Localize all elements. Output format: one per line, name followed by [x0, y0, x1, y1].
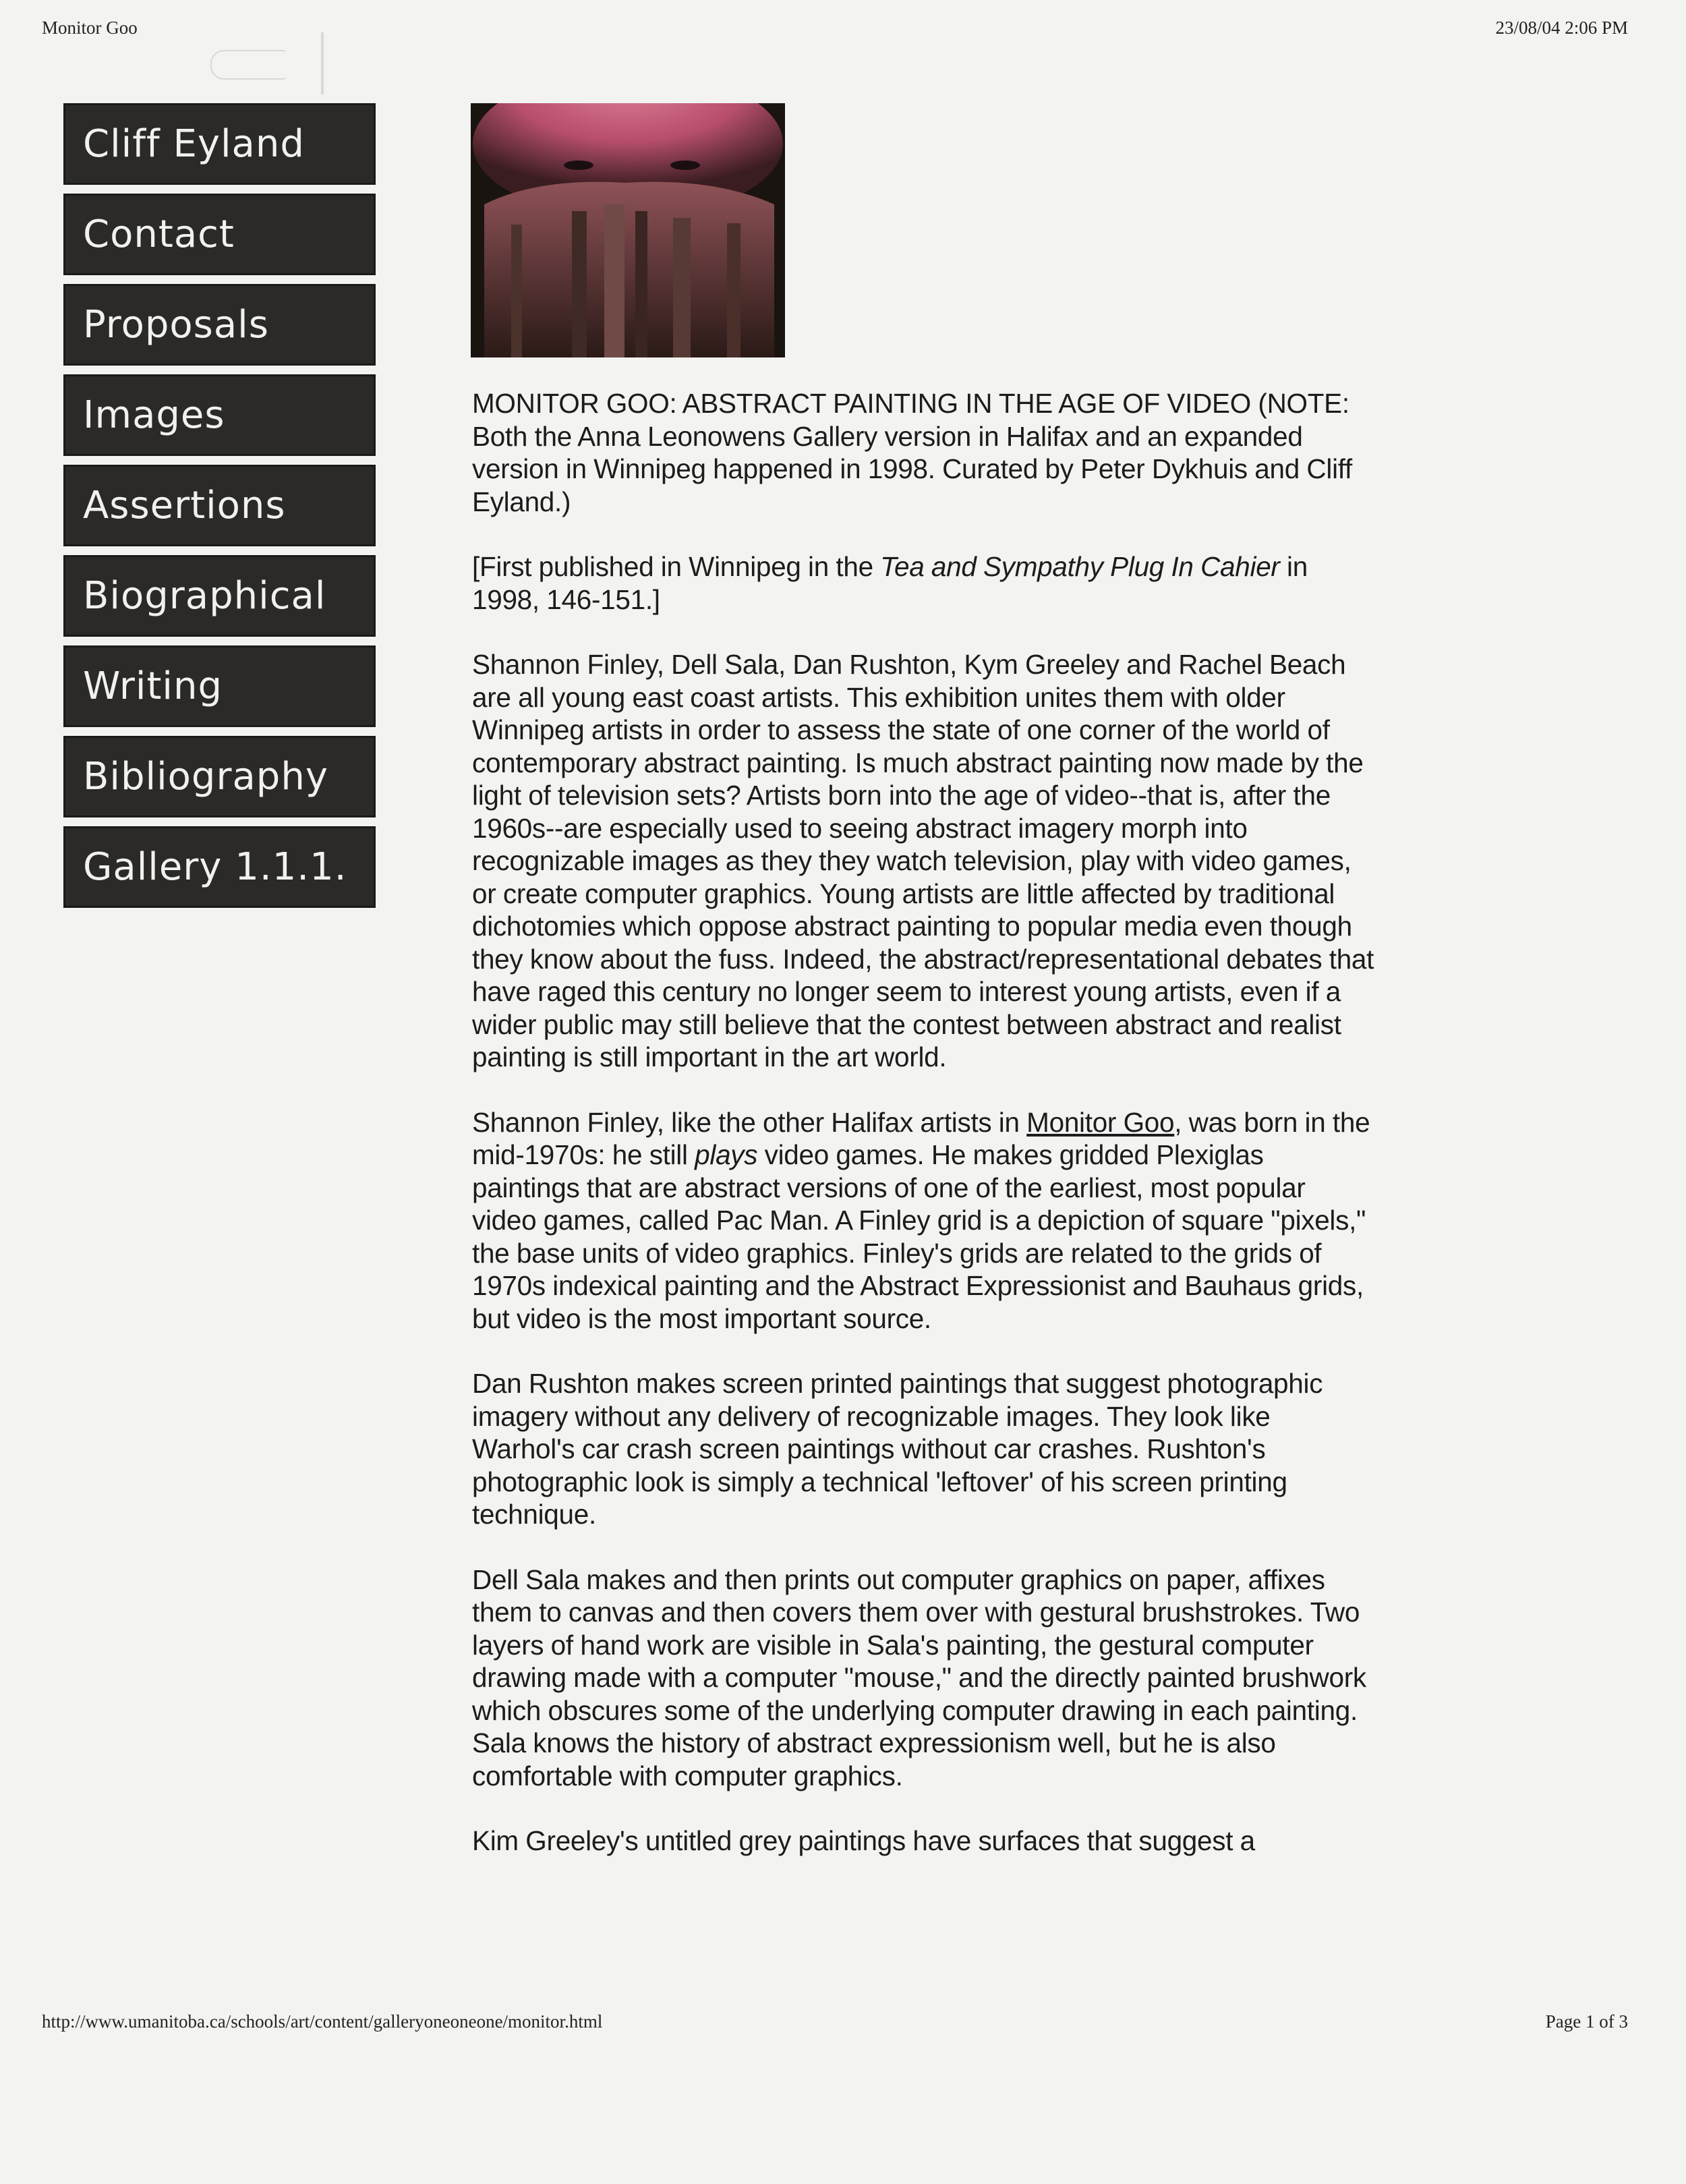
- nav-item-gallery-111[interactable]: [63, 826, 376, 908]
- nav-item-contact[interactable]: [63, 194, 376, 275]
- nav-item-label: Biographical: [83, 574, 326, 618]
- print-header-title: Monitor Goo: [42, 18, 138, 38]
- sidebar-nav: [63, 103, 376, 917]
- nav-item-label: Images: [83, 393, 225, 437]
- nav-item-images[interactable]: [63, 374, 376, 456]
- painting-svg: [471, 103, 785, 357]
- paragraph-3: Dan Rushton makes screen printed paintings that suggest photographic imagery without any delivery of recognizable images. They look like Warhol's car crash screen paintings without car crashes. Rushton's photographic look is simply a technical 'leftover' of his screen printing technique.: [472, 1368, 1323, 1530]
- paragraph-1: Shannon Finley, Dell Sala, Dan Rushton, Kym Greeley and Rachel Beach are all young east coast artists. This exhibition unites them with older Winnipeg artists in order to assess the state of one corner of the world of contemporary abstract painting. Is much abstract painting now made by the light of television sets? Artists born into the age of video--that is, after the 1960s--are especially used to seeing abstract imagery morph into recognizable images as they they watch television, play with video games, or create computer graphics. Young artists are little affected by traditional dichotomies which oppose abstract painting to popular media even though they know about the fuss. Indeed, the abstract/representational debates that have raged this century no longer seem to interest young artists, even if a wider public may still believe that the contest between abstract and realist painting is still important in the art world.: [472, 649, 1374, 1072]
- paragraph-4: Dell Sala makes and then prints out computer graphics on paper, affixes them to canvas and then covers them over with gestural brushstrokes. Two layers of hand work are visible in Sala's painting, the gestural computer drawing made with a computer "mouse," and the directly painted brushwork which obscures some of the underlying computer drawing in each painting. Sala knows the history of abstract expressionism well, but he is also comfortable with computer graphics.: [472, 1563, 1366, 1791]
- nav-item-cliff-eyland[interactable]: [63, 103, 376, 185]
- scan-mark: [321, 32, 324, 94]
- article-content: [472, 387, 1376, 1890]
- paragraph-2-part-a: Shannon Finley, like the other Halifax artists in: [472, 1106, 1027, 1138]
- nav-item-assertions[interactable]: [63, 465, 376, 546]
- nav-item-biographical[interactable]: [63, 555, 376, 637]
- publication-note-suffix: in 1998, 146-151.]: [472, 551, 1308, 615]
- print-footer: [0, 2011, 1686, 2038]
- nav-item-label: Gallery 1.1.1.: [83, 845, 347, 889]
- publication-note-prefix: [First published in Winnipeg in the: [472, 551, 881, 582]
- paragraph-2-part-b: , was born in the mid-1970s: he still: [472, 1106, 1370, 1170]
- abstract-painting-face-image[interactable]: [471, 103, 785, 357]
- print-header: [0, 18, 1686, 45]
- nav-item-label: Bibliography: [83, 755, 328, 799]
- nav-item-label: Cliff Eyland: [83, 122, 305, 166]
- nav-item-label: Assertions: [83, 484, 286, 527]
- nav-item-bibliography[interactable]: [63, 736, 376, 817]
- paragraph-2-emphasis: plays: [695, 1139, 758, 1170]
- article-title: MONITOR GOO: ABSTRACT PAINTING IN THE AGE OF VIDEO (NOTE: Both the Anna Leonowens Gallery version in Halifax and an expanded version in Winnipeg happened in 1998. Curated by Peter Dykhuis and Cliff Eyland.): [472, 388, 1352, 517]
- nav-item-proposals[interactable]: [63, 284, 376, 366]
- publication-note: [472, 550, 1376, 616]
- paper-clip-mark: [210, 50, 286, 80]
- monitor-goo-link[interactable]: Monitor Goo: [1026, 1106, 1175, 1138]
- nav-item-label: Proposals: [83, 303, 269, 347]
- paragraph-5: Kim Greeley's untitled grey paintings have surfaces that suggest a: [472, 1825, 1255, 1856]
- paragraph-2-part-c: video games. He makes gridded Plexiglas paintings that are abstract versions of one of the earliest, most popular video games, called Pac Man. A Finley grid is a depiction of square "pixels," the base units of video graphics. Finley's grids are related to the grids of 1970s indexical painting and the Abstract Expressionist and Bauhaus grids, but video is the most important source.: [472, 1139, 1366, 1334]
- nav-item-writing[interactable]: [63, 645, 376, 727]
- print-footer-url: http://www.umanitoba.ca/schools/art/content/galleryoneoneone/monitor.html: [42, 2011, 603, 2032]
- nav-item-label: Contact: [83, 212, 235, 256]
- print-header-datetime: 23/08/04 2:06 PM: [1495, 18, 1628, 38]
- nav-item-label: Writing: [83, 664, 223, 708]
- paragraph-2: [472, 1106, 1376, 1335]
- print-footer-page: Page 1 of 3: [1545, 2011, 1628, 2032]
- publication-title: Tea and Sympathy Plug In Cahier: [880, 551, 1280, 582]
